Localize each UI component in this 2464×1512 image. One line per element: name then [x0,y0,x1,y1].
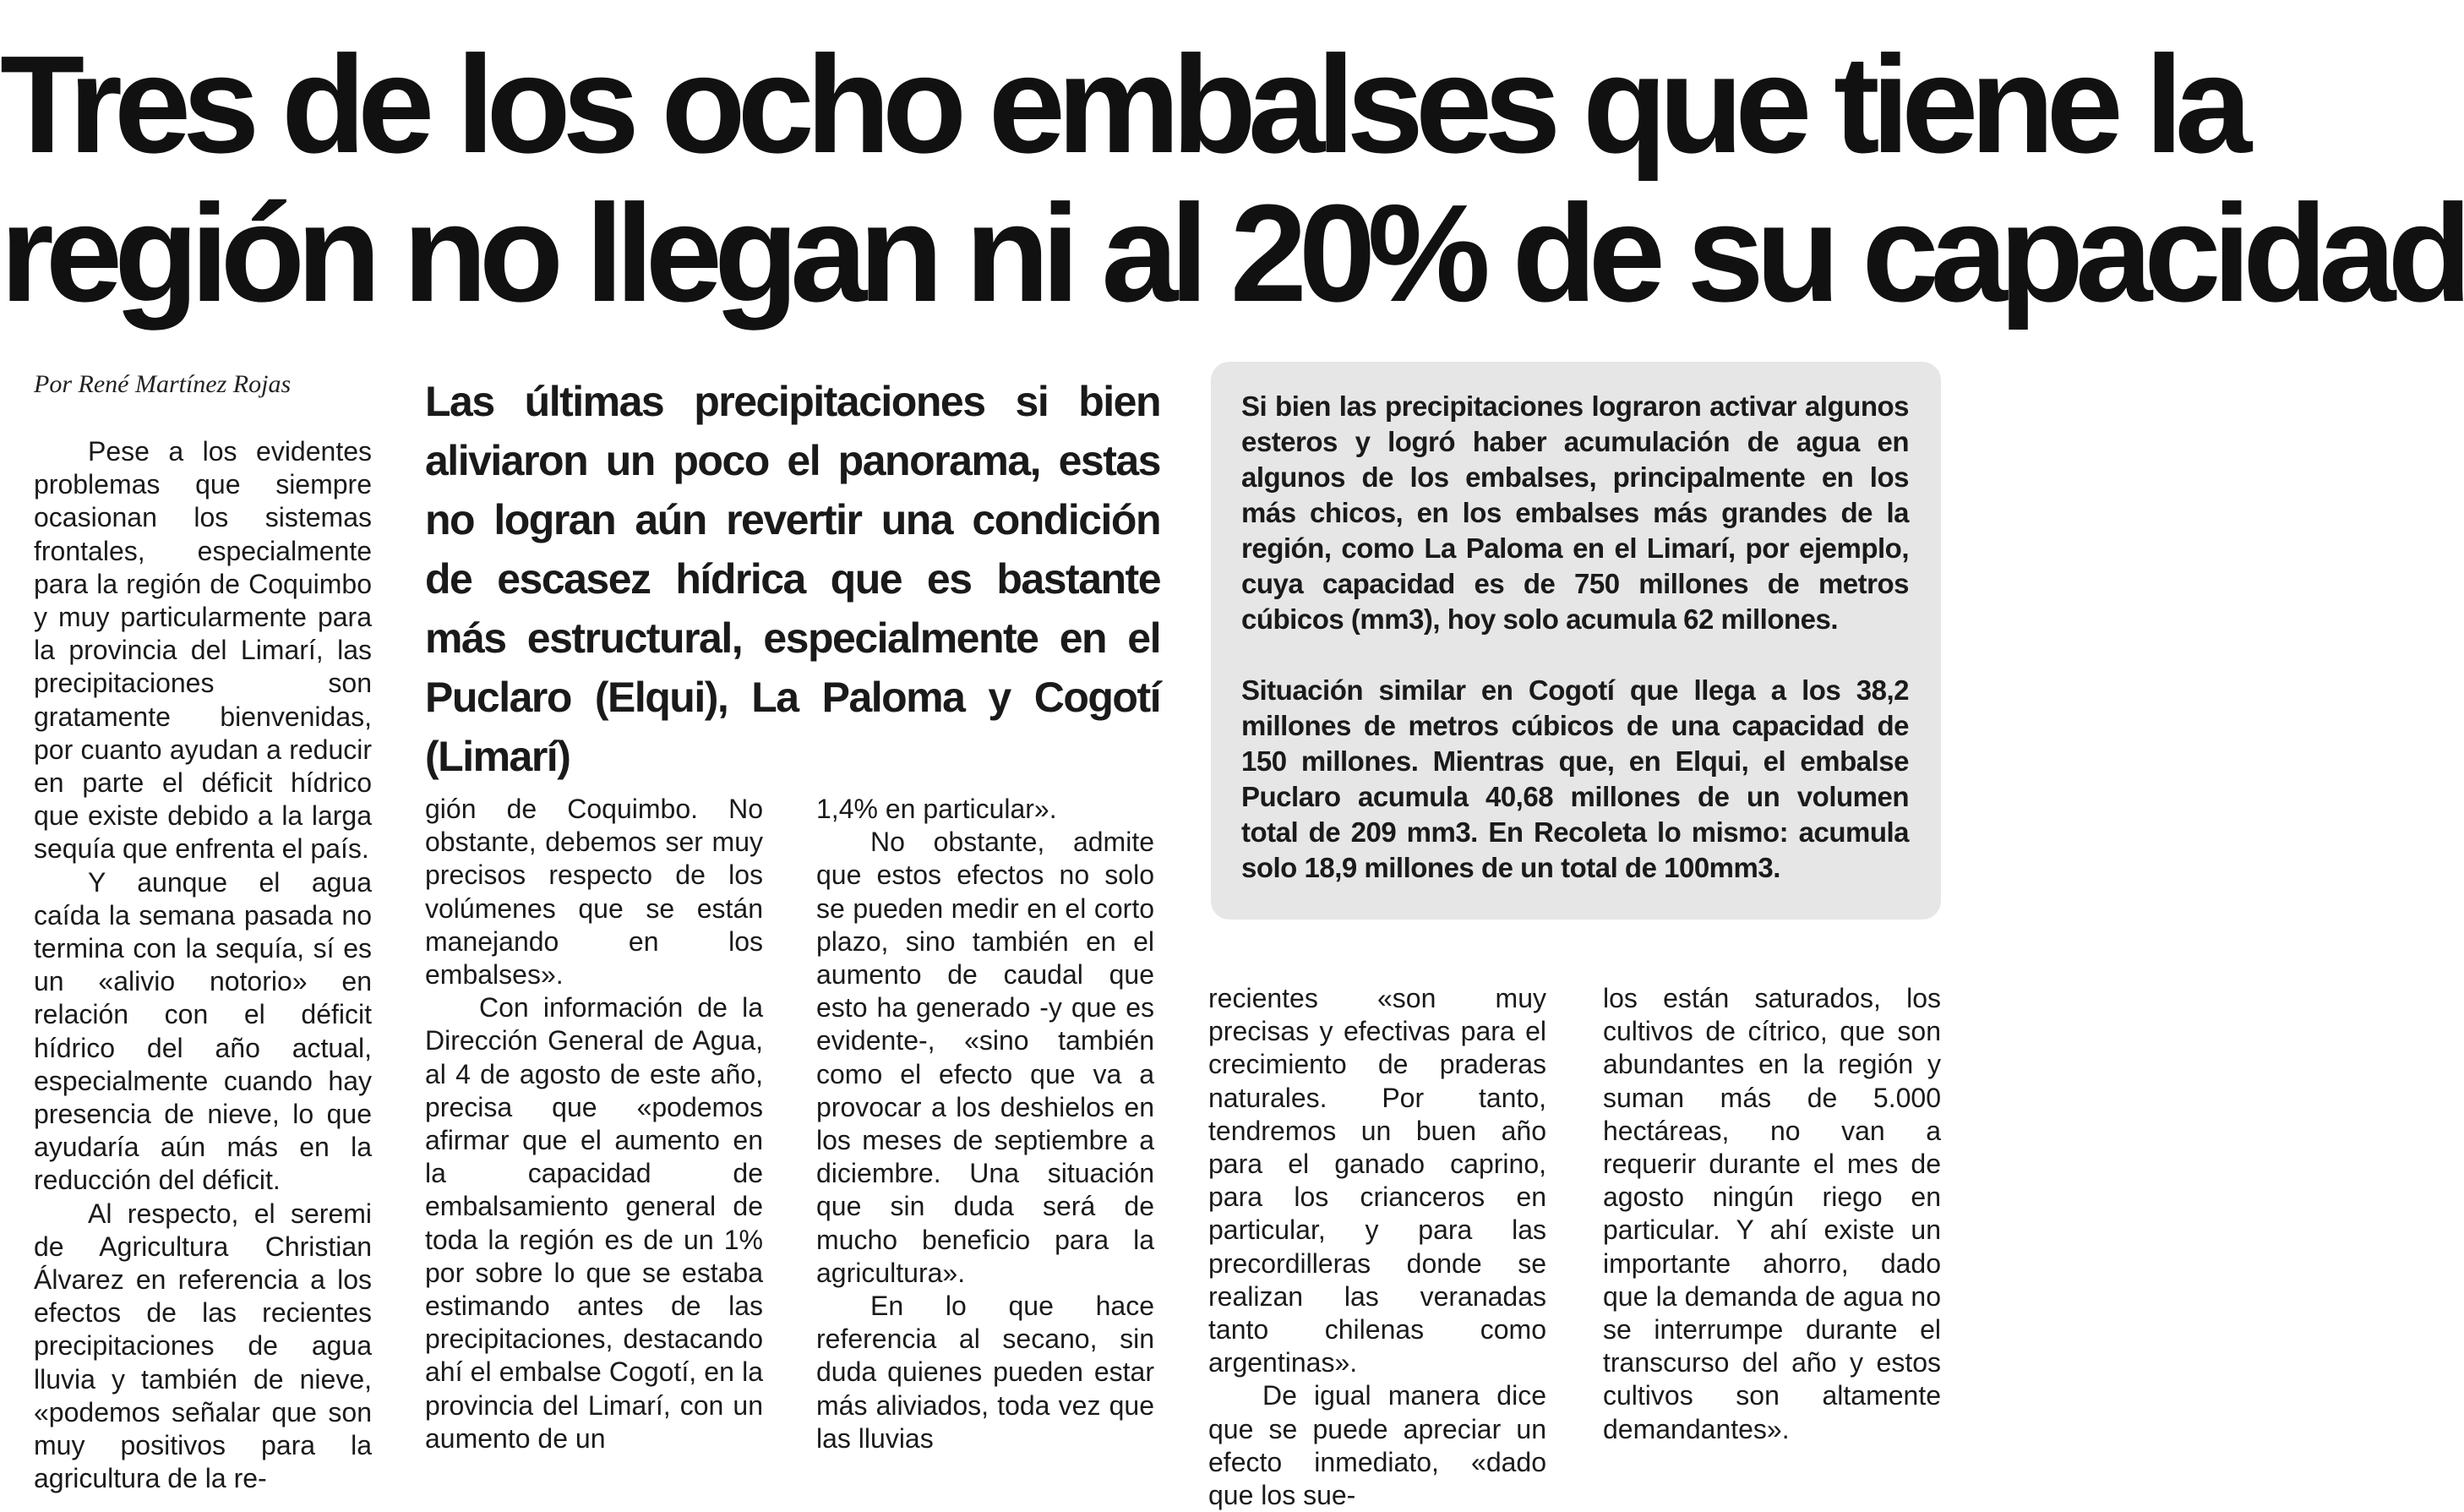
highlight-sidebar [1211,362,1941,920]
body-column-1 [34,435,372,1496]
paragraph: De igual manera dice que se puede apreciar un efecto inmediato, «dado que los sue- [1208,1380,1546,1511]
paragraph: Y aunque el agua caída la semana pasada no termina con la sequía, sí es un «alivio notorio» en relación con el déficit hídrico del año actual, especialmente cuando hay presencia de nieve, lo que ayudaría aún más en la reducción del déficit. [34,866,372,1196]
body-column-3 [816,793,1154,1455]
paragraph: recientes «son muy precisas y efectivas para el crecimiento de praderas naturales. Por tanto, tendremos un buen año para el ganado caprino, para los crianceros en particular, y para las precordilleras donde se realizan las veranadas tanto chilenas como argentinas». [1208,983,1546,1378]
paragraph: En lo que hace referencia al secano, sin duda quienes pueden estar más aliviados, toda vez que las lluvias [816,1291,1154,1454]
body-column-5 [1603,982,1941,1446]
body-column-2 [425,793,763,1455]
headline-line-1: Tres de los ocho embalses que tiene la [0,27,2244,182]
paragraph: Con información de la Dirección General de Agua, al 4 de agosto de este año, precisa que «podemos afirmar que el aumento en la capacidad de embalsamiento general de toda la región es de un 1% por sobre lo que se estaba estimando antes de las precipitaciones, destacando ahí el embalse Cogotí, en la provincia del Limarí, con un aumento de un [425,992,763,1454]
paragraph: No obstante, admite que estos efectos no solo se pueden medir en el corto plazo, sino también en el aumento de caudal que esto ha generado -y que es evidente-, «sino también como el efecto que va a provocar a los deshielos en los meses de septiembre a diciembre. Una situación que sin duda será de mucho beneficio para la agricultura». [816,827,1154,1288]
paragraph: 1,4% en particular». [816,794,1057,824]
deck-subheadline: Las últimas precipitaciones si bien aliviaron un poco el panorama, estas no logran aún revertir una condición de escasez hídrica que es bastante más estructural, especialmente en el Puclaro (Elqui), La Paloma y Cogotí (Limarí) [425,378,1160,780]
paragraph: Al respecto, el seremi de Agricultura Christian Álvarez en referencia a los efectos de las recientes precipitaciones de agua lluvia y también de nieve, «podemos señalar que son muy positivos para la agricultura de la re- [34,1198,372,1494]
sidebar-paragraph: Si bien las precipitaciones lograron activar algunos esteros y logró haber acumulación de agua en algunos de los embalses, principalmente en los más chicos, en los embalses más grandes de la región, como La Paloma en el Limarí, por ejemplo, cuya capacidad es de 750 millones de metros cúbicos (mm3), hoy solo acumula 62 millones. [1241,390,1909,635]
paragraph: los están saturados, los cultivos de cítrico, que son abundantes en la región y suman más de 5.000 hectáreas, no van a requerir durante el mes de agosto ningún riego en particular. Y ahí existe un importante ahorro, dado que la demanda de agua no se interrumpe durante el transcurso del año y estos cultivos son altamente demandantes». [1603,983,1941,1444]
body-column-4 [1208,982,1546,1512]
paragraph: Pese a los evidentes problemas que siempre ocasionan los sistemas frontales, especialmente para la región de Coquimbo y muy particularmente para la provincia del Limarí, las precipitaciones son gratamente bienvenidas, por cuanto ayudan a reducir en parte el déficit hídrico que existe debido a la larga sequía que enfrenta el país. [34,436,372,865]
byline: Por René Martínez Rojas [34,370,292,398]
headline-line-2: región no llegan ni al 20% de su capacidad [0,176,2464,330]
sidebar-paragraph: Situación similar en Cogotí que llega a los 38,2 millones de metros cúbicos de una capacidad de 150 millones. Mientras que, en Elqui, el embalse Puclaro acumula 40,68 millones de un volumen total de 209 mm3. En Recoleta lo mismo: acumula solo 18,9 millones de un total de 100mm3. [1241,674,1909,883]
paragraph: gión de Coquimbo. No obstante, debemos ser muy precisos respecto de los volúmenes que se están manejando en los embalses». [425,794,763,991]
